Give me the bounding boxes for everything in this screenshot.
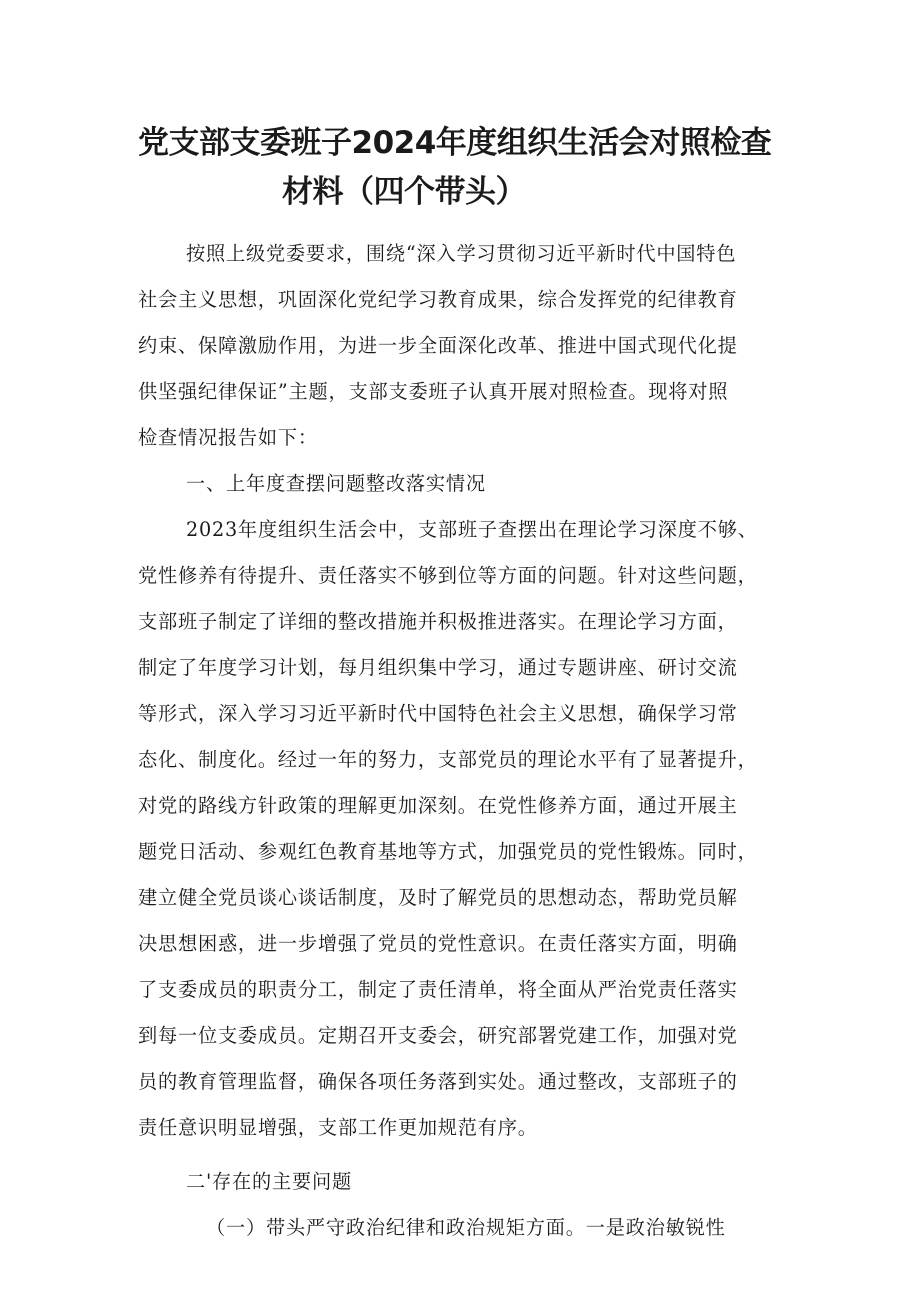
section-1-paragraph-line: 制定了年度学习计划，每月组织集中学习，通过专题讲座、研讨交流 — [138, 656, 738, 679]
section-1-paragraph-line: 建立健全党员谈心谈话制度，及时了解党员的思想动态，帮助党员解 — [138, 886, 738, 909]
intro-paragraph-line: 供坚强纪律保证”主题，支部支委班子认真开展对照检查。现将对照 — [138, 380, 729, 403]
section-1-paragraph-line: 对党的路线方针政策的理解更加深刻。在党性修养方面，通过开展主 — [138, 794, 738, 817]
section-1-paragraph-line: 态化、制度化。经过一年的努力，支部党员的理论水平有了显著提升， — [138, 748, 758, 771]
document-title-line-1: 党支部支委班子2024年度组织生活会对照检查 — [138, 125, 772, 161]
section-1-paragraph-line: 决思想困惑，进一步增强了党员的党性意识。在责任落实方面，明确 — [138, 932, 738, 955]
document-title-line-2: 材料（四个带头） — [282, 174, 526, 210]
section-1-paragraph-line: 2023年度组织生活会中，支部班子查摆出在理论学习深度不够、 — [186, 518, 758, 541]
section-2-subheading: （一）带头严守政治纪律和政治规矩方面。一是政治敏锐性 — [206, 1216, 726, 1239]
section-1-paragraph-line: 员的教育管理监督，确保各项任务落到实处。通过整改，支部班子的 — [138, 1070, 738, 1093]
section-1-paragraph-line: 支部班子制定了详细的整改措施并积极推进落实。在理论学习方面， — [138, 610, 738, 633]
section-1-paragraph-line: 到每一位支委成员。定期召开支委会，研究部署党建工作，加强对党 — [138, 1024, 738, 1047]
intro-paragraph-line: 检查情况报告如下： — [138, 426, 318, 449]
section-2-heading: 二'存在的主要问题 — [186, 1170, 352, 1193]
section-1-paragraph-line: 党性修养有待提升、责任落实不够到位等方面的问题。针对这些问题， — [138, 564, 758, 587]
section-1-paragraph-line: 了支委成员的职责分工，制定了责任清单，将全面从严治党责任落实 — [138, 978, 738, 1001]
intro-paragraph-line: 社会主义思想，巩固深化党纪学习教育成果，综合发挥党的纪律教育 — [138, 288, 738, 311]
section-1-paragraph-line: 责任意识明显增强，支部工作更加规范有序。 — [138, 1116, 538, 1139]
section-1-heading: 一、上年度查摆问题整改落实情况 — [186, 472, 486, 495]
intro-paragraph-line: 按照上级党委要求，围绕“深入学习贯彻习近平新时代中国特色 — [186, 242, 737, 265]
section-1-paragraph-line: 题党日活动、参观红色教育基地等方式，加强党员的党性锻炼。同时， — [138, 840, 758, 863]
section-1-paragraph-line: 等形式，深入学习习近平新时代中国特色社会主义思想，确保学习常 — [138, 702, 738, 725]
intro-paragraph-line: 约束、保障激励作用，为进一步全面深化改革、推进中国式现代化提 — [138, 334, 738, 357]
